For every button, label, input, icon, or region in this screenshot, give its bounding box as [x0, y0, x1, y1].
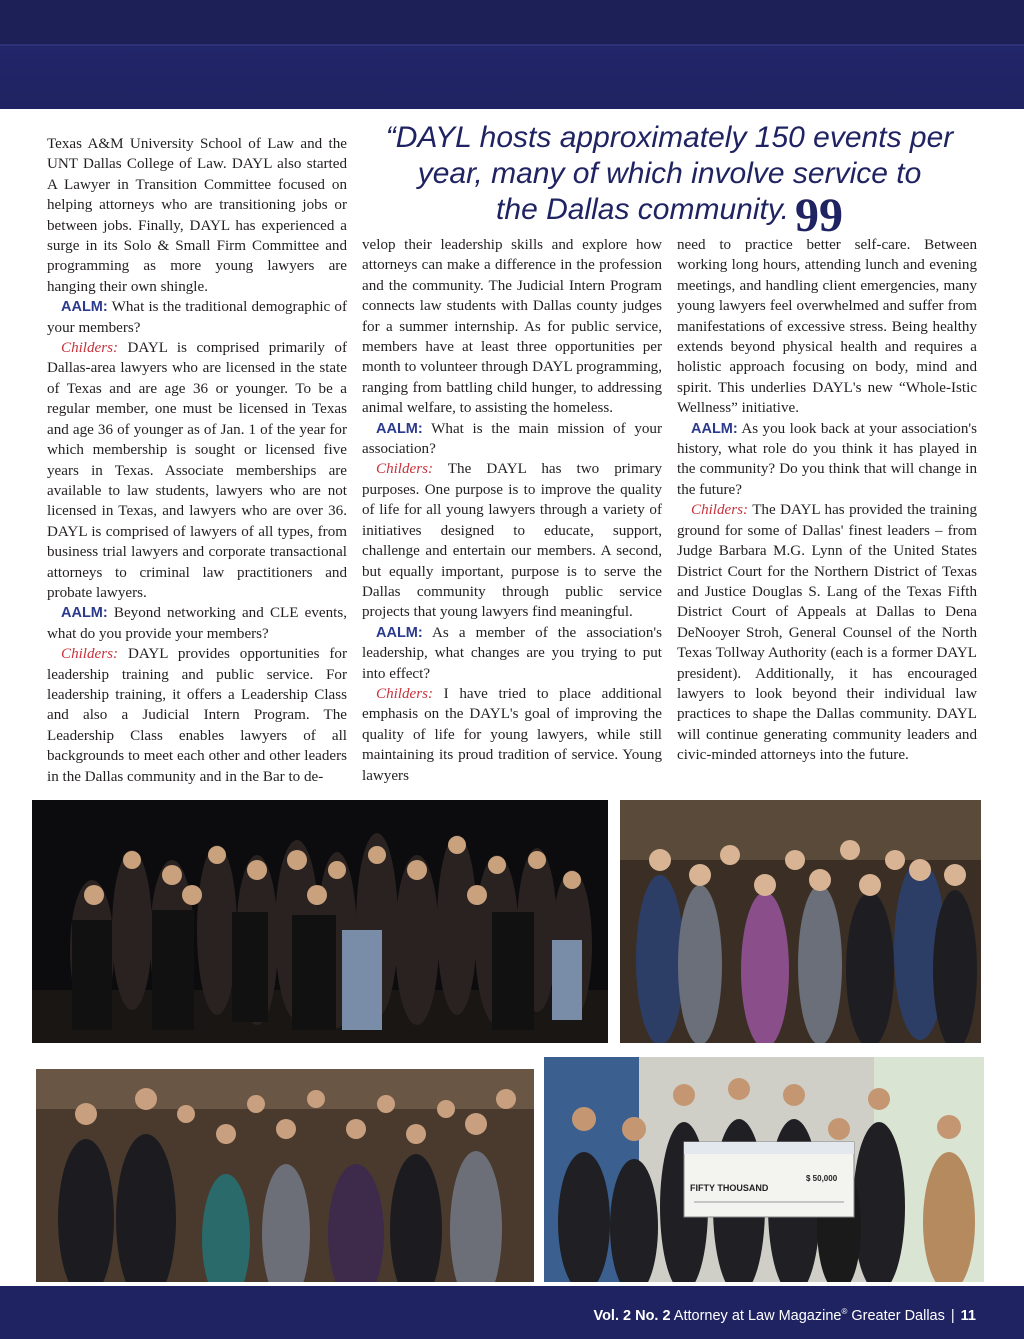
answer-text: DAYL provides opportunities for leadership training and public service. For leadership training, it offers a Leadership Class and also a Judicial Intern Program. The Leadership Class enables lawyers of all backgrounds to meet each other and other leaders in the Dallas community and in the Bar to de-	[47, 646, 347, 785]
question	[362, 623, 662, 684]
check-amount: $ 50,000	[806, 1174, 838, 1183]
photo-event-group	[620, 800, 981, 1043]
question-label: AALM:	[376, 624, 423, 641]
page-number: 11	[960, 1307, 976, 1324]
answer-label: Childers:	[61, 340, 119, 357]
answer	[47, 338, 347, 603]
paragraph: Texas A&M University School of Law and the UNT Dallas College of Law. DAYL also started A Lawyer in Transition Committee focused on helping attorneys who are transitioning jobs or between jobs. Finally, DAYL has experienced a surge in its Solo & Small Firm Committee and programming as more young lawyers are hanging their own shingle.	[47, 136, 347, 295]
answer	[362, 459, 662, 622]
pull-quote	[362, 120, 977, 242]
question	[47, 603, 347, 644]
pull-quote-text: the Dallas community.	[496, 193, 789, 226]
check-amount-words: FIFTY THOUSAND	[690, 1183, 769, 1193]
page-folio	[593, 1307, 976, 1324]
pull-quote-line: “DAYL hosts approximately 150 events per	[385, 121, 954, 154]
answer-text: DAYL is comprised primarily of Dallas-area lawyers who are licensed in the state of Texas and are age 36 or younger. To be a regular member, one must be licensed in Texas and age 36 of younger as of Jan. 1 of the year for which membership is sought or licensed five years in Texas. Associate memberships are available to law students, lawyers who are not licensed in Texas, and lawyers who are over 36. DAYL is comprised of lawyers of all types, from business trial lawyers and corporate transactional attorneys to criminal law practitioners and probate lawyers.	[47, 340, 347, 601]
photo-check-presentation	[544, 1057, 984, 1282]
answer-text: The DAYL has two primary purposes. One purpose is to improve the quality of life for all young lawyers through a variety of initiatives designed to educate, support, challenge and entertain our members. A second, but equally important, purpose is to serve the Dallas community through public service projects that young lawyers find meaningful.	[362, 461, 662, 621]
article-column-2	[362, 235, 662, 786]
article-column-1	[47, 134, 347, 787]
header-band	[0, 0, 1024, 109]
question-text: As a member of the association's leadership, what changes are you trying to put into effect?	[362, 624, 662, 682]
question-text: As you look back at your association's history, what role do you think it has played in the community? Do you think that will change in the future?	[677, 420, 977, 498]
photo-gala-group	[32, 800, 608, 1043]
volume-issue: Vol. 2 No. 2	[593, 1307, 671, 1324]
paragraph: velop their leadership skills and explore how attorneys can make a difference in the profession and the community. The Judicial Intern Program connects law students with Dallas county judges for a summer internship. As for public service, members have at least three opportunities per month to volunteer through DAYL programming, ranging from battling child hunger, to addressing animal welfare, to assisting the homeless.	[362, 237, 662, 417]
pull-quote-line: year, many of which involve service to	[417, 157, 922, 190]
answer	[677, 500, 977, 765]
answer-text: I have tried to place additional emphasis on the DAYL's goal of improving the quality of life for young lawyers, while still maintaining its proud tradition of service. Young lawyers	[362, 685, 662, 784]
question-label: AALM:	[691, 420, 738, 437]
closing-quote-mark: 99	[794, 189, 843, 242]
pull-quote-line	[362, 189, 977, 242]
answer	[362, 684, 662, 786]
article-column-3	[677, 235, 977, 766]
answer-text: The DAYL has provided the training ground for some of Dallas' finest leaders – from Judge Barbara M.G. Lynn of the United States District Court for the Northern District of Texas and Justice Douglas S. Lang of the Texas Fifth District Court of Appeals at Dallas to Dena DeNooyer Stroh, General Counsel of the North Texas Tollway Authority (each is a former DAYL president). Additionally, it has encouraged lawyers to look beyond their individual law practices to shape the Dallas community. DAYL will continue generating community leaders and civic-minded attorneys into the future.	[677, 502, 977, 764]
magazine-name: Attorney at Law Magazine	[673, 1307, 842, 1324]
question	[677, 419, 977, 501]
folio-separator: |	[950, 1307, 955, 1324]
question-label: AALM:	[61, 605, 108, 622]
paragraph: need to practice better self-care. Between working long hours, attending lunch and evening meetings, and handling client emergencies, many young lawyers feel overwhelmed and suffer from manifestations of excessive stress. Being healthy extends beyond physical health and requires a holistic approach focusing on body, mind and spirit. This underlies DAYL's new “Whole-Istic Wellness” initiative.	[677, 237, 977, 417]
answer	[47, 644, 347, 787]
question-text: What is the traditional demographic of your members?	[47, 299, 347, 336]
photo-large-group	[36, 1069, 534, 1282]
answer-label: Childers:	[61, 646, 119, 663]
answer-label: Childers:	[691, 502, 749, 519]
registered-mark: ®	[841, 1307, 848, 1316]
answer-label: Childers:	[376, 685, 434, 702]
answer-label: Childers:	[376, 461, 434, 478]
header-rule	[0, 44, 1024, 46]
edition-name: Greater Dallas	[851, 1307, 945, 1324]
question-text: Beyond networking and CLE events, what do you provide your members?	[47, 605, 347, 642]
question-label: AALM:	[61, 299, 108, 316]
question-text: What is the main mission of your association?	[362, 420, 662, 458]
question	[47, 297, 347, 338]
question-label: AALM:	[376, 420, 423, 437]
question	[362, 419, 662, 460]
